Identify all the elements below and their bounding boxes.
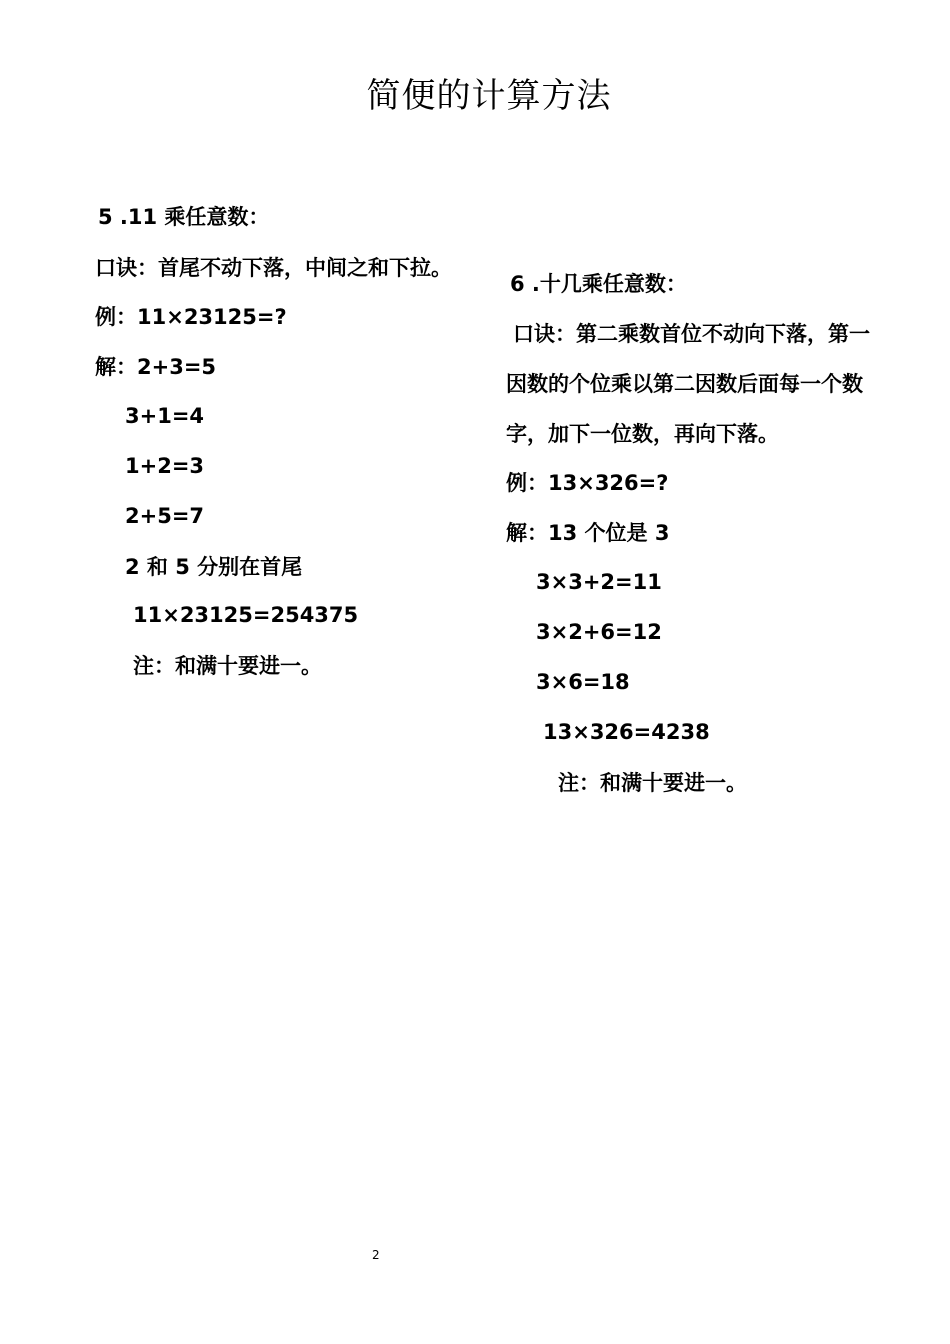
page-number: 2 (372, 1248, 380, 1262)
section-5-solution-step: 解：2+3=5 (95, 355, 217, 379)
section-5-solution-step: 3+1=4 (125, 404, 205, 428)
section-5-heading: 5 .11 乘任意数： (98, 205, 270, 229)
section-5-formula: 口诀：首尾不动下落，中间之和下拉。 (95, 256, 452, 280)
section-6-note: 注：和满十要进一。 (558, 771, 747, 795)
section-6-formula-line: 因数的个位乘以第二因数后面每一个数 (506, 372, 863, 396)
section-6-solution-step: 3×3+2=11 (536, 570, 662, 594)
section-6-formula-line: 字，加下一位数，再向下落。 (506, 422, 779, 446)
section-6-example: 例：13×326=? (506, 471, 669, 495)
section-5-solution-step: 2+5=7 (125, 504, 205, 528)
section-6-result: 13×326=4238 (543, 720, 710, 744)
section-6-solution-step: 3×2+6=12 (536, 620, 662, 644)
section-5-ends-note: 2 和 5 分别在首尾 (125, 555, 303, 579)
section-5-result: 11×23125=254375 (133, 603, 359, 627)
section-6-heading: 6 .十几乘任意数： (510, 272, 687, 296)
section-6-solution-step: 3×6=18 (536, 670, 630, 694)
section-5-note: 注：和满十要进一。 (133, 654, 322, 678)
section-5-solution-step: 1+2=3 (125, 454, 205, 478)
page-title: 简便的计算方法 (366, 76, 612, 116)
section-6-formula-line: 口诀：第二乘数首位不动向下落，第一 (513, 322, 870, 346)
section-6-solution-step: 解：13 个位是 3 (506, 521, 670, 545)
section-5-example: 例：11×23125=? (95, 305, 287, 329)
